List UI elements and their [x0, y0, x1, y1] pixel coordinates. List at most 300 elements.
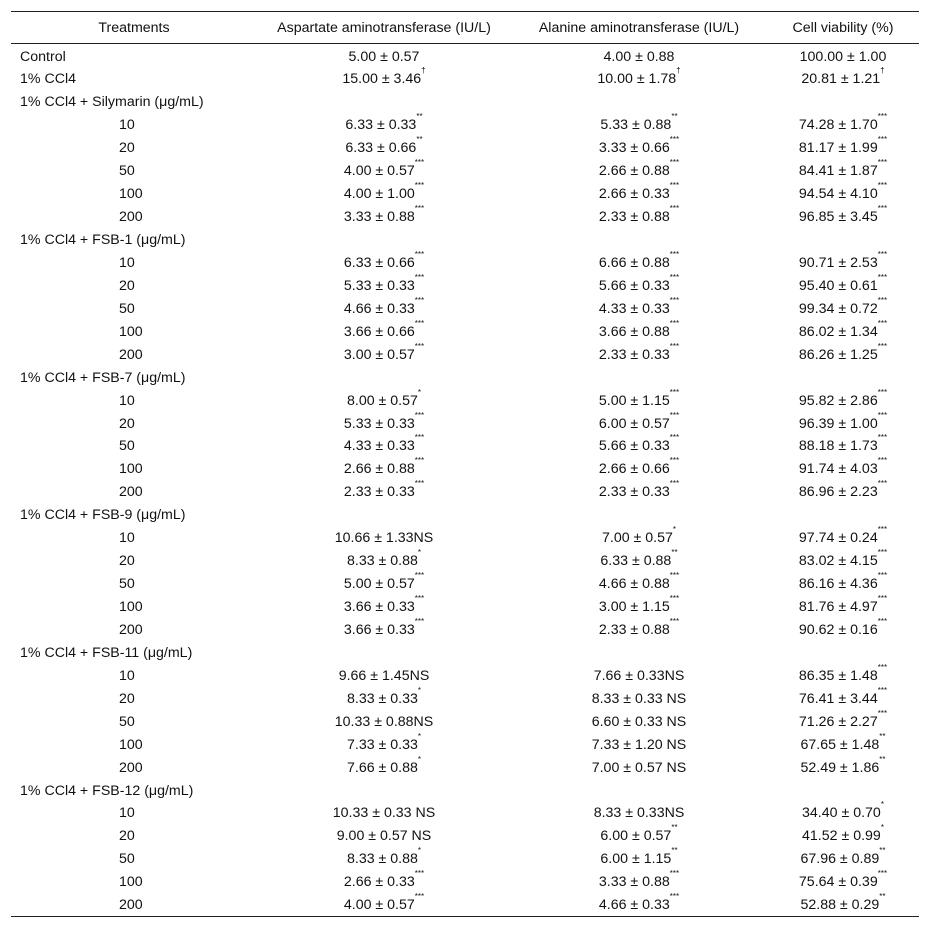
- table-row: [11, 596, 919, 619]
- alt-value-cell: [511, 249, 767, 275]
- mean-sd-value: 6.66 ± 0.88: [598, 254, 670, 271]
- ast-value-cell: [257, 848, 511, 871]
- significance-marker: ***: [414, 318, 425, 328]
- table-row: [11, 320, 919, 343]
- significance-marker: ***: [877, 662, 888, 672]
- mean-sd-value: 3.00 ± 1.15: [598, 599, 670, 616]
- mean-sd-value: 2.33 ± 0.33: [343, 484, 415, 501]
- alt-value-cell: [511, 114, 767, 137]
- significance-marker: ***: [877, 181, 888, 191]
- significance-marker: ***: [669, 181, 680, 191]
- mean-sd-value: 67.65 ± 1.48: [800, 736, 880, 753]
- mean-sd-value: 3.66 ± 0.88: [598, 323, 670, 340]
- ast-value-cell: [257, 343, 511, 366]
- mean-sd-value: 10.00 ± 1.78: [597, 71, 677, 88]
- viability-value-cell: [767, 435, 919, 458]
- alt-value-cell: [511, 137, 767, 160]
- alt-value-cell: [511, 710, 767, 733]
- table-row: [11, 297, 919, 320]
- significance-marker: ***: [414, 204, 425, 214]
- mean-sd-value: 2.33 ± 0.88: [598, 209, 670, 226]
- significance-marker: ***: [877, 272, 888, 282]
- alt-value-cell: [511, 183, 767, 206]
- mean-sd-value: 2.66 ± 0.88: [343, 461, 415, 478]
- mean-sd-value: 2.33 ± 0.33: [598, 346, 670, 363]
- mean-sd-value: 94.54 ± 4.10: [798, 186, 878, 203]
- mean-sd-value: 3.33 ± 0.88: [598, 874, 670, 891]
- significance-marker: ***: [414, 891, 425, 901]
- significance-marker: ***: [669, 869, 680, 879]
- significance-marker: ***: [669, 479, 680, 489]
- dose-label: 50: [119, 576, 135, 593]
- ast-value-cell: [257, 44, 511, 69]
- viability-value-cell: [767, 137, 919, 160]
- significance-marker: **: [879, 891, 886, 901]
- viability-value-cell: [767, 871, 919, 894]
- mean-sd-value: 86.96 ± 2.23: [798, 484, 878, 501]
- significance-marker: **: [671, 823, 678, 833]
- mean-sd-value: 96.39 ± 1.00: [798, 415, 878, 432]
- mean-sd-value: 81.17 ± 1.99: [798, 140, 878, 157]
- group-header-row: [11, 91, 919, 114]
- table-body: [11, 44, 919, 917]
- dose-label: 20: [119, 140, 135, 157]
- significance-marker: ***: [414, 341, 425, 351]
- dose-label: 200: [119, 759, 143, 776]
- significance-marker: ***: [877, 548, 888, 558]
- mean-sd-value: 5.00 ± 0.57: [348, 49, 420, 65]
- significance-marker: ***: [669, 249, 680, 259]
- ast-value-cell: [257, 596, 511, 619]
- mean-sd-value: 2.33 ± 0.88: [598, 621, 670, 638]
- mean-sd-value: 34.40 ± 0.70: [802, 805, 881, 822]
- dose-label: 50: [119, 300, 135, 317]
- significance-marker: *: [417, 846, 422, 856]
- significance-marker: ***: [669, 387, 680, 397]
- mean-sd-value: 8.33 ± 0.33 NS: [591, 690, 687, 707]
- table-row: [11, 252, 919, 275]
- mean-sd-value: 7.66 ± 0.88: [346, 759, 418, 776]
- significance-marker: ***: [414, 272, 425, 282]
- table-header: [11, 12, 919, 44]
- significance-marker: *: [417, 685, 422, 695]
- mean-sd-value: 8.33 ± 0.88: [346, 553, 418, 570]
- mean-sd-value: 74.28 ± 1.70: [798, 117, 878, 134]
- mean-sd-value: 4.66 ± 0.33: [343, 300, 415, 317]
- table-row: [11, 206, 919, 229]
- table-row: [11, 458, 919, 481]
- mean-sd-value: 83.02 ± 4.15: [798, 553, 878, 570]
- dose-label: 50: [119, 163, 135, 180]
- mean-sd-value: 52.49 ± 1.86: [800, 759, 880, 776]
- viability-value-cell: [767, 68, 919, 91]
- ast-value-cell: [257, 206, 511, 229]
- mean-sd-value: 99.34 ± 0.72: [798, 300, 878, 317]
- ast-value-cell: [257, 891, 511, 917]
- dose-label: 200: [119, 621, 143, 638]
- alt-value-cell: [511, 756, 767, 779]
- mean-sd-value: 15.00 ± 3.46: [342, 71, 422, 88]
- viability-value-cell: [767, 687, 919, 710]
- table-row: [11, 412, 919, 435]
- significance-marker: ***: [877, 869, 888, 879]
- significance-marker: *: [672, 525, 677, 535]
- alt-value-cell: [511, 573, 767, 596]
- alt-value-cell: [511, 825, 767, 848]
- group-label: 1% CCl4 + FSB-9 (μg/mL): [20, 507, 186, 524]
- mean-sd-value: 4.66 ± 0.88: [598, 576, 670, 593]
- dose-label: 10: [119, 254, 135, 271]
- dose-label: 10: [119, 392, 135, 409]
- significance-marker: ***: [669, 318, 680, 328]
- significance-marker: ***: [414, 571, 425, 581]
- viability-value-cell: [767, 802, 919, 825]
- mean-sd-value: 6.33 ± 0.66: [345, 140, 417, 157]
- significance-marker: ***: [414, 479, 425, 489]
- significance-marker: ***: [669, 341, 680, 351]
- significance-marker: **: [416, 135, 423, 145]
- mean-sd-value: 97.74 ± 0.24: [798, 530, 878, 547]
- ast-value-cell: [257, 527, 511, 550]
- mean-sd-value: 6.33 ± 0.33: [345, 117, 417, 134]
- significance-marker: ***: [877, 158, 888, 168]
- significance-marker: ***: [877, 341, 888, 351]
- table-row: [11, 183, 919, 206]
- dose-label: 100: [119, 186, 143, 203]
- mean-sd-value: 4.00 ± 0.57: [343, 896, 415, 913]
- table-row: [11, 733, 919, 756]
- significance-marker: ***: [877, 112, 888, 122]
- significance-marker: ***: [669, 135, 680, 145]
- alt-value-cell: [511, 412, 767, 435]
- significance-marker: ***: [877, 479, 888, 489]
- significance-marker: ***: [877, 616, 888, 626]
- mean-sd-value: 5.33 ± 0.88: [600, 117, 672, 134]
- ast-value-cell: [257, 871, 511, 894]
- ast-value-cell: [257, 458, 511, 481]
- mean-sd-value: 90.62 ± 0.16: [798, 621, 878, 638]
- mean-sd-value: 4.66 ± 0.33: [598, 896, 670, 913]
- table-row: [11, 687, 919, 710]
- dose-label: 200: [119, 209, 143, 226]
- results-table: [11, 11, 919, 917]
- mean-sd-value: 8.33 ± 0.33NS: [593, 805, 685, 822]
- dose-label: 200: [119, 484, 143, 501]
- mean-sd-value: 6.60 ± 0.33 NS: [591, 713, 687, 730]
- mean-sd-value: 3.66 ± 0.33: [343, 599, 415, 616]
- alt-value-cell: [511, 664, 767, 687]
- significance-marker: ***: [877, 685, 888, 695]
- data-table-container: [11, 11, 919, 917]
- dose-label: 20: [119, 553, 135, 570]
- viability-value-cell: [767, 891, 919, 917]
- group-label: 1% CCl4 + FSB-1 (μg/mL): [20, 232, 186, 249]
- mean-sd-value: 86.35 ± 1.48: [798, 667, 878, 684]
- significance-marker: *: [880, 800, 884, 810]
- significance-marker: *: [417, 387, 422, 397]
- dose-label: 100: [119, 874, 143, 891]
- mean-sd-value: 4.33 ± 0.33: [343, 438, 415, 455]
- mean-sd-value: 100.00 ± 1.00: [799, 49, 887, 65]
- alt-value-cell: [511, 848, 767, 871]
- dose-label: 100: [119, 323, 143, 340]
- mean-sd-value: 2.33 ± 0.33: [598, 484, 670, 501]
- mean-sd-value: 6.00 ± 1.15: [600, 851, 672, 868]
- mean-sd-value: 6.33 ± 0.88: [600, 553, 672, 570]
- alt-value-cell: [511, 68, 767, 91]
- significance-marker: ***: [669, 456, 680, 466]
- table-row: [11, 435, 919, 458]
- ast-value-cell: [257, 481, 511, 504]
- table-row: [11, 710, 919, 733]
- significance-marker: ***: [414, 295, 425, 305]
- viability-value-cell: [767, 596, 919, 619]
- ast-value-cell: [257, 710, 511, 733]
- mean-sd-value: 10.66 ± 1.33NS: [334, 530, 434, 547]
- group-label: 1% CCl4 + Silymarin (μg/mL): [20, 94, 204, 111]
- significance-marker: *: [417, 754, 422, 764]
- ast-value-cell: [257, 664, 511, 687]
- viability-value-cell: [767, 756, 919, 779]
- significance-marker: ***: [877, 249, 888, 259]
- significance-marker: ***: [669, 410, 680, 420]
- significance-marker: ***: [877, 318, 888, 328]
- mean-sd-value: 52.88 ± 0.29: [800, 896, 880, 913]
- alt-value-cell: [511, 274, 767, 297]
- mean-sd-value: 8.00 ± 0.57: [346, 392, 418, 409]
- mean-sd-value: 7.66 ± 0.33NS: [593, 667, 685, 684]
- ast-value-cell: [257, 573, 511, 596]
- mean-sd-value: 10.33 ± 0.88NS: [334, 713, 434, 730]
- ast-value-cell: [257, 320, 511, 343]
- viability-value-cell: [767, 160, 919, 183]
- dose-label: 200: [119, 896, 143, 913]
- significance-marker: ***: [877, 433, 888, 443]
- ast-value-cell: [257, 825, 511, 848]
- significance-marker: ***: [414, 594, 425, 604]
- mean-sd-value: 5.66 ± 0.33: [598, 438, 670, 455]
- header-cell-viability: Cell viability (%): [792, 19, 894, 36]
- significance-marker: †: [676, 66, 681, 76]
- table-row: [11, 137, 919, 160]
- table-row: [11, 527, 919, 550]
- mean-sd-value: 2.66 ± 0.33: [598, 186, 670, 203]
- mean-sd-value: 5.00 ± 1.15: [598, 392, 670, 409]
- mean-sd-value: 86.26 ± 1.25: [798, 346, 878, 363]
- mean-sd-value: 95.82 ± 2.86: [798, 392, 878, 409]
- alt-value-cell: [511, 320, 767, 343]
- mean-sd-value: 86.16 ± 4.36: [798, 576, 878, 593]
- significance-marker: ***: [669, 295, 680, 305]
- mean-sd-value: 3.33 ± 0.88: [343, 209, 415, 226]
- mean-sd-value: 2.66 ± 0.66: [598, 461, 670, 478]
- mean-sd-value: 3.33 ± 0.66: [598, 140, 670, 157]
- table-row: [11, 114, 919, 137]
- ast-value-cell: [257, 183, 511, 206]
- viability-value-cell: [767, 458, 919, 481]
- dose-label: 50: [119, 851, 135, 868]
- table-row: [11, 343, 919, 366]
- mean-sd-value: 6.00 ± 0.57: [598, 415, 670, 432]
- mean-sd-value: 90.71 ± 2.53: [798, 254, 878, 271]
- mean-sd-value: 75.64 ± 0.39: [798, 874, 878, 891]
- mean-sd-value: 3.66 ± 0.66: [343, 323, 415, 340]
- ast-value-cell: [257, 274, 511, 297]
- significance-marker: ***: [669, 571, 680, 581]
- dose-label: 10: [119, 667, 135, 684]
- table-row: [11, 160, 919, 183]
- mean-sd-value: 4.33 ± 0.33: [598, 300, 670, 317]
- dose-label: 100: [119, 461, 143, 478]
- mean-sd-value: 7.00 ± 0.57: [601, 530, 673, 547]
- mean-sd-value: 41.52 ± 0.99: [802, 828, 881, 845]
- alt-value-cell: [511, 44, 767, 69]
- significance-marker: ***: [669, 891, 680, 901]
- significance-marker: ***: [414, 410, 425, 420]
- alt-value-cell: [511, 160, 767, 183]
- significance-marker: ***: [414, 616, 425, 626]
- mean-sd-value: 4.00 ± 0.88: [603, 49, 675, 65]
- alt-value-cell: [511, 550, 767, 573]
- mean-sd-value: 7.33 ± 1.20 NS: [591, 736, 687, 753]
- table-row: [11, 871, 919, 894]
- viability-value-cell: [767, 274, 919, 297]
- alt-value-cell: [511, 343, 767, 366]
- viability-value-cell: [767, 527, 919, 550]
- significance-marker: ***: [669, 158, 680, 168]
- viability-value-cell: [767, 825, 919, 848]
- dose-label: 200: [119, 346, 143, 363]
- alt-value-cell: [511, 891, 767, 917]
- ast-value-cell: [257, 802, 511, 825]
- ast-value-cell: [257, 160, 511, 183]
- viability-value-cell: [767, 320, 919, 343]
- table-row: [11, 274, 919, 297]
- header-treatments: Treatments: [98, 19, 170, 36]
- mean-sd-value: 9.00 ± 0.57 NS: [336, 828, 432, 845]
- mean-sd-value: 7.00 ± 0.57 NS: [591, 759, 687, 776]
- group-label: 1% CCl4 + FSB-12 (μg/mL): [20, 782, 194, 799]
- viability-value-cell: [767, 573, 919, 596]
- table-row: [11, 389, 919, 412]
- mean-sd-value: 81.76 ± 4.97: [798, 599, 878, 616]
- alt-value-cell: [511, 389, 767, 412]
- significance-marker: *: [417, 548, 422, 558]
- table-row: [11, 756, 919, 779]
- mean-sd-value: 8.33 ± 0.88: [346, 851, 418, 868]
- significance-marker: ***: [877, 204, 888, 214]
- mean-sd-value: 7.33 ± 0.33: [346, 736, 418, 753]
- ast-value-cell: [257, 297, 511, 320]
- dose-label: 20: [119, 415, 135, 432]
- significance-marker: **: [879, 754, 886, 764]
- significance-marker: ***: [669, 433, 680, 443]
- ast-value-cell: [257, 616, 511, 642]
- mean-sd-value: 95.40 ± 0.61: [798, 277, 878, 294]
- significance-marker: **: [671, 112, 678, 122]
- significance-marker: ***: [414, 456, 425, 466]
- alt-value-cell: [511, 481, 767, 504]
- group-header-row: [11, 504, 919, 527]
- dose-label: 20: [119, 690, 135, 707]
- ast-value-cell: [257, 550, 511, 573]
- ast-value-cell: [257, 756, 511, 779]
- significance-marker: ***: [414, 433, 425, 443]
- mean-sd-value: 5.66 ± 0.33: [598, 277, 670, 294]
- significance-marker: **: [879, 846, 886, 856]
- group-header-row: [11, 779, 919, 802]
- viability-value-cell: [767, 114, 919, 137]
- table-row: [11, 573, 919, 596]
- significance-marker: **: [879, 731, 886, 741]
- mean-sd-value: 84.41 ± 1.87: [798, 163, 878, 180]
- significance-marker: ***: [877, 410, 888, 420]
- mean-sd-value: 2.66 ± 0.88: [598, 163, 670, 180]
- significance-marker: ***: [877, 594, 888, 604]
- significance-marker: ***: [877, 135, 888, 145]
- mean-sd-value: 76.41 ± 3.44: [798, 690, 878, 707]
- significance-marker: ***: [669, 594, 680, 604]
- alt-value-cell: [511, 435, 767, 458]
- dose-label: 100: [119, 736, 143, 753]
- group-header-row: [11, 229, 919, 252]
- significance-marker: †: [880, 66, 885, 76]
- viability-value-cell: [767, 343, 919, 366]
- viability-value-cell: [767, 297, 919, 320]
- mean-sd-value: 67.96 ± 0.89: [800, 851, 880, 868]
- viability-value-cell: [767, 664, 919, 687]
- mean-sd-value: 86.02 ± 1.34: [798, 323, 878, 340]
- group-header-row: [11, 366, 919, 389]
- header-row: [11, 12, 919, 44]
- treatment-label: Control: [20, 49, 66, 65]
- table-row: [11, 894, 919, 917]
- viability-value-cell: [767, 481, 919, 504]
- dose-label: 20: [119, 277, 135, 294]
- table-row: [11, 44, 919, 69]
- alt-value-cell: [511, 527, 767, 550]
- significance-marker: *: [417, 731, 422, 741]
- viability-value-cell: [767, 412, 919, 435]
- ast-value-cell: [257, 137, 511, 160]
- treatment-label: 1% CCl4: [20, 71, 76, 88]
- mean-sd-value: 4.00 ± 1.00: [343, 186, 415, 203]
- significance-marker: ***: [877, 708, 888, 718]
- ast-value-cell: [257, 114, 511, 137]
- mean-sd-value: 20.81 ± 1.21: [801, 71, 881, 88]
- mean-sd-value: 2.66 ± 0.33: [343, 874, 415, 891]
- group-header-row: [11, 641, 919, 664]
- mean-sd-value: 6.33 ± 0.66: [343, 254, 415, 271]
- mean-sd-value: 88.18 ± 1.73: [798, 438, 878, 455]
- significance-marker: ***: [877, 525, 888, 535]
- viability-value-cell: [767, 249, 919, 275]
- viability-value-cell: [767, 616, 919, 642]
- mean-sd-value: 5.00 ± 0.57: [343, 576, 415, 593]
- viability-value-cell: [767, 550, 919, 573]
- alt-value-cell: [511, 596, 767, 619]
- significance-marker: ***: [877, 387, 888, 397]
- alt-value-cell: [511, 687, 767, 710]
- table-row: [11, 619, 919, 642]
- table-row: [11, 481, 919, 504]
- mean-sd-value: 96.85 ± 3.45: [798, 209, 878, 226]
- alt-value-cell: [511, 458, 767, 481]
- significance-marker: ***: [414, 249, 425, 259]
- alt-value-cell: [511, 871, 767, 894]
- alt-value-cell: [511, 297, 767, 320]
- significance-marker: ***: [877, 571, 888, 581]
